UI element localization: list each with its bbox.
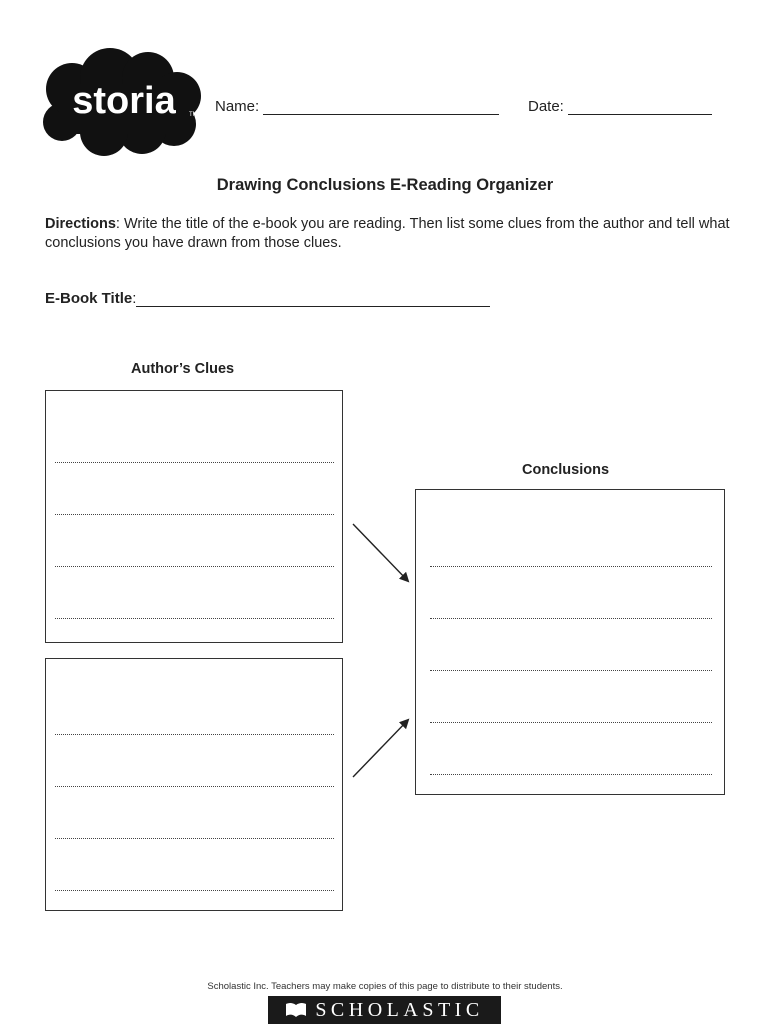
writing-line <box>55 514 334 515</box>
writing-line <box>430 722 712 723</box>
clue-box-2[interactable] <box>45 658 343 911</box>
name-field[interactable] <box>263 98 499 115</box>
scholastic-logo <box>268 996 501 1024</box>
ebook-title-label: E-Book Title: <box>45 290 137 307</box>
writing-line <box>55 618 334 619</box>
copyright-note: Scholastic Inc. Teachers may make copies of this page to distribute to their students. <box>207 981 563 992</box>
date-label: Date: <box>528 98 564 115</box>
directions-label: Directions <box>45 216 116 232</box>
writing-line <box>55 734 334 735</box>
writing-line <box>55 890 334 891</box>
clue-box-1[interactable] <box>45 390 343 643</box>
writing-line <box>55 838 334 839</box>
directions <box>45 215 735 253</box>
writing-line <box>55 786 334 787</box>
writing-line <box>430 618 712 619</box>
arrow-down-right <box>353 524 408 581</box>
writing-line <box>55 462 334 463</box>
open-book-icon <box>285 1002 307 1018</box>
writing-line <box>430 566 712 567</box>
conclusions-box[interactable] <box>415 489 725 795</box>
date-field[interactable] <box>568 98 712 115</box>
arrow-up-right <box>353 720 408 777</box>
authors-clues-label: Author’s Clues <box>131 361 235 377</box>
page-title: Drawing Conclusions E-Reading Organizer <box>216 176 554 194</box>
scholastic-wordmark: SCHOLASTIC <box>315 998 484 1021</box>
storia-logo <box>42 44 210 156</box>
conclusions-label: Conclusions <box>522 462 610 478</box>
name-label: Name: <box>215 98 260 115</box>
directions-text: : Write the title of the e-book you are reading. Then list some clues from the author and tell what conclusions you have drawn from those clues. <box>45 216 730 251</box>
writing-line <box>430 670 712 671</box>
ebook-title-field[interactable] <box>136 289 490 307</box>
storia-logo-text: storia <box>72 80 176 122</box>
writing-line <box>55 566 334 567</box>
writing-line <box>430 774 712 775</box>
svg-text:TM: TM <box>189 112 198 118</box>
